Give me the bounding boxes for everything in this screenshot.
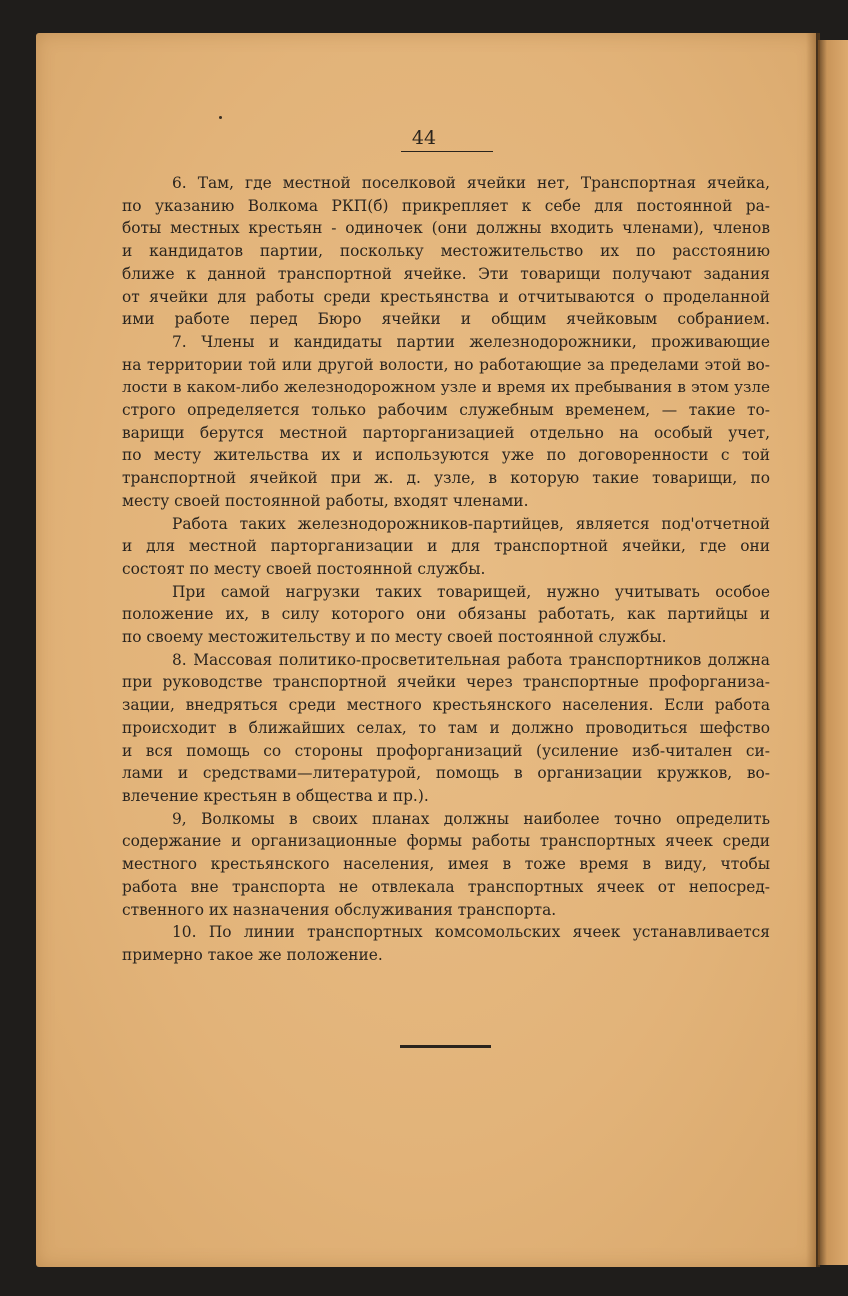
text-line: лости в каком-либо железнодорожном узле и время их пребывания в этом узле xyxy=(122,378,770,397)
text-line: зации, внедряться среди местного крестьянского населения. Если работа xyxy=(122,696,770,715)
text-line: при руководстве транспортной ячейки через транспортные профорганиза- xyxy=(122,673,770,692)
text-line: При самой нагрузки таких товарищей, нужно учитывать особое xyxy=(172,582,770,601)
text-line: 9, Волкомы в своих планах должны наиболее точно определить xyxy=(172,809,770,828)
text-line: боты местных крестьян - одиночек (они должны входить членами), членов xyxy=(122,219,770,238)
text-line: происходит в ближайших селах, то там и должно проводиться шефство xyxy=(122,718,770,737)
text-line: содержание и организационные формы работы транспортных ячеек среди xyxy=(122,832,770,851)
text-line: ственного их назначения обслуживания транспорта. xyxy=(122,900,557,919)
text-line: ими работе перед Бюро ячейки и общим ячейковым собранием. xyxy=(122,310,770,329)
page-number-underline xyxy=(401,151,493,152)
text-line: по указанию Волкома РКП(б) прикрепляет к себе для постоянной ра- xyxy=(122,196,770,215)
text-line: местного крестьянского населения, имея в тоже время в виду, чтобы xyxy=(122,855,770,874)
text-line: от ячейки для работы среди крестьянства и отчитываются о проделанной xyxy=(122,287,770,306)
text-line: ближе к данной транспортной ячейке. Эти товарищи получают задания xyxy=(122,264,770,283)
text-line: 8. Массовая политико-просветительная работа транспортников должна xyxy=(172,650,770,669)
text-line: транспортной ячейкой при ж. д. узле, в которую такие товарищи, по xyxy=(122,469,770,488)
paper-speck xyxy=(219,116,222,119)
text-line: по месту жительства их и используются уже по договоренности с той xyxy=(122,446,770,465)
text-line: варищи берутся местной парторганизацией отдельно на особый учет, xyxy=(122,423,770,442)
text-line: и для местной парторганизации и для транспортной ячейки, где они xyxy=(122,537,770,556)
text-line: и кандидатов партии, поскольку местожительство их по расстоянию xyxy=(122,242,770,261)
text-line: влечение крестьян в общества и пр.). xyxy=(122,786,429,805)
text-line: 6. Там, где местной поселковой ячейки нет, Транспортная ячейка, xyxy=(172,174,770,192)
text-line: состоят по месту своей постоянной службы. xyxy=(122,559,486,578)
text-line: на территории той или другой волости, но работающие за пределами этой во- xyxy=(122,355,770,374)
text-line: строго определяется только рабочим служебным временем, — такие то- xyxy=(122,401,770,420)
page-gutter-shadow xyxy=(806,33,820,1267)
text-line: 10. По линии транспортных комсомольских ячеек устанавливается xyxy=(172,923,770,942)
end-rule xyxy=(400,1045,491,1048)
text-line: по своему местожительству и по месту своей постоянной службы. xyxy=(122,628,667,647)
text-line: месту своей постоянной работы, входят членами. xyxy=(122,491,529,510)
body-text xyxy=(122,172,770,967)
adjacent-page-edge xyxy=(818,40,848,1265)
text-line: Работа таких железнодорожников-партийцев, является под'отчетной xyxy=(172,514,770,533)
page-number: 44 xyxy=(411,127,437,149)
text-line: и вся помощь со стороны профорганизаций (усиление изб-читален си- xyxy=(122,741,770,760)
text-line: работа вне транспорта не отвлекала транспортных ячеек от непосред- xyxy=(122,877,770,896)
text-line: примерно такое же положение. xyxy=(122,945,383,964)
text-line: 7. Члены и кандидаты партии железнодорожники, проживающие xyxy=(172,332,770,351)
text-line: положение их, в силу которого они обязаны работать, как партийцы и xyxy=(122,605,770,624)
text-line: лами и средствами—литературой, помощь в организации кружков, во- xyxy=(122,764,770,783)
